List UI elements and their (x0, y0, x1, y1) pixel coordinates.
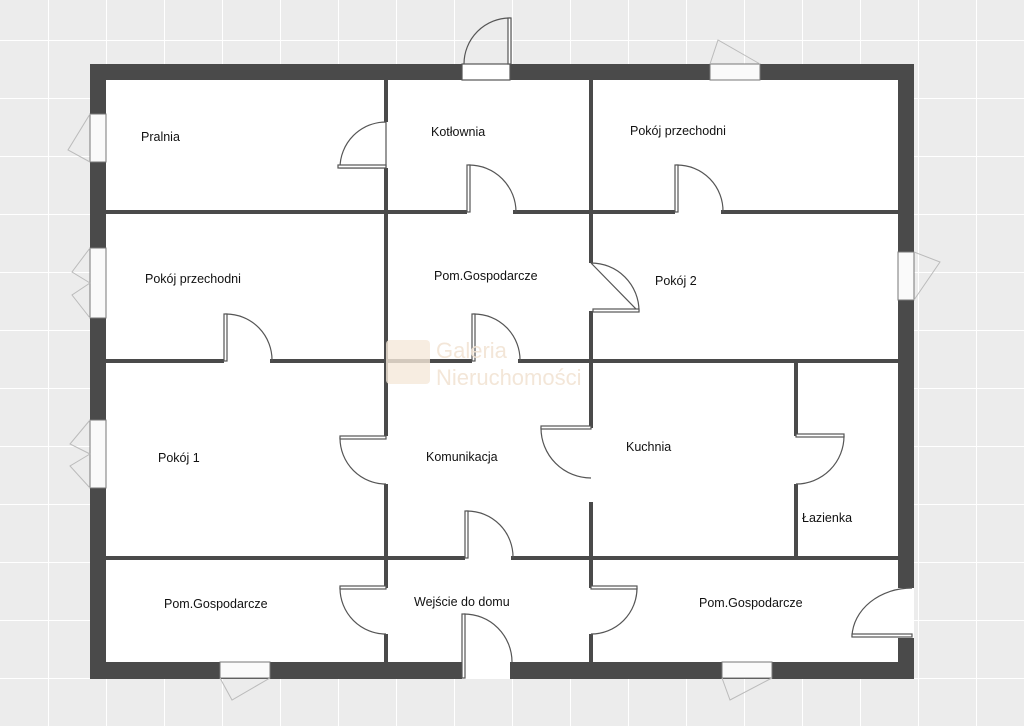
room-label-pokoj-przechodni-left: Pokój przechodni (145, 272, 241, 286)
room-label-kuchnia: Kuchnia (626, 440, 672, 454)
watermark-line-1: Galeria (436, 338, 507, 363)
room-label-pokoj-2: Pokój 2 (655, 274, 697, 288)
room-label-kotlownia: Kotłownia (431, 125, 486, 139)
room-label-pralnia: Pralnia (141, 130, 180, 144)
room-label-pom-gospodarcze-bottom-left: Pom.Gospodarcze (164, 597, 268, 611)
room-label-pom-gospodarcze-bottom-right: Pom.Gospodarcze (699, 596, 803, 610)
room-label-wejscie-do-domu: Wejście do domu (414, 595, 510, 609)
room-label-lazienka: Łazienka (802, 511, 853, 525)
watermark-logo (386, 340, 430, 384)
room-label-pokoj-1: Pokój 1 (158, 451, 200, 465)
watermark-line-2: Nieruchomości (436, 365, 582, 390)
room-label-komunikacja: Komunikacja (426, 450, 498, 464)
room-label-pom-gospodarcze-center: Pom.Gospodarcze (434, 269, 538, 283)
room-label-pokoj-przechodni-top: Pokój przechodni (630, 124, 726, 138)
